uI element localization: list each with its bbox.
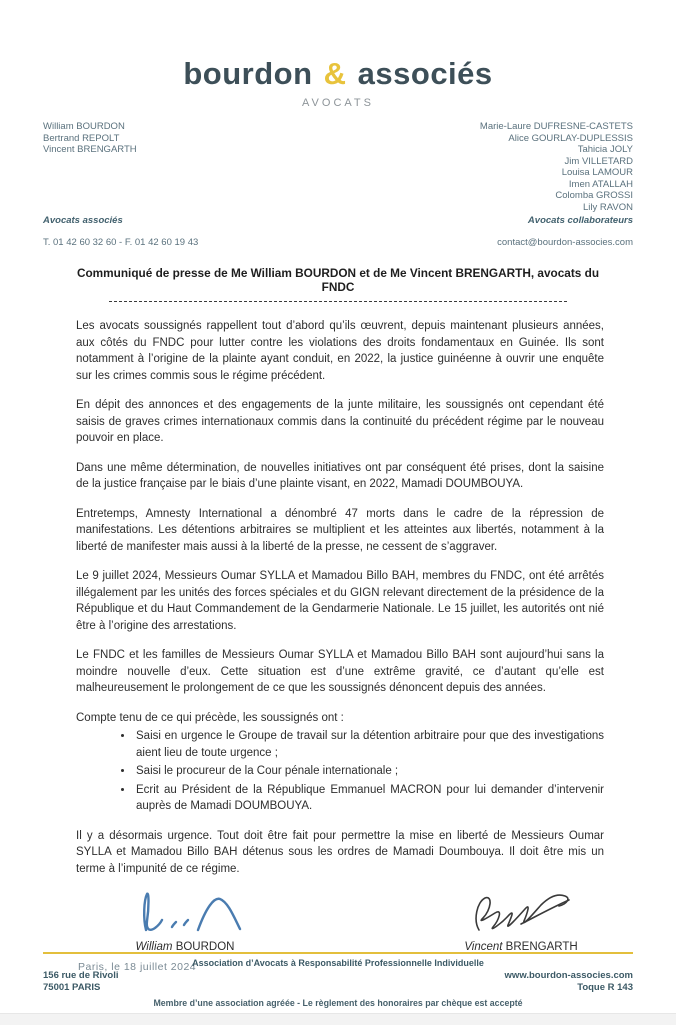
footer-bottom-line: Membre d’une association agréée - Le règlement des honoraires par chèque est accepté — [153, 998, 523, 1008]
logo-word1: bourdon — [183, 56, 313, 91]
signature-brengarth-icon — [461, 890, 581, 934]
collaborator-name: Imen ATALLAH — [568, 178, 633, 190]
collaborator-name: Tahicia JOLY — [577, 144, 633, 155]
dateline: Paris, le 18 juillet 2024 — [78, 961, 197, 973]
letterhead-columns — [0, 121, 676, 248]
list-intro: Compte tenu de ce qui précède, les soussignés ont : — [76, 711, 344, 724]
collaborator-name: Jim VILLETARD — [564, 155, 633, 167]
signature-bourdon-icon — [120, 890, 250, 934]
signature-bourdon — [120, 890, 250, 953]
paragraph: Le 9 juillet 2024, Messieurs Oumar SYLLA et Mamadou Billo BAH, membres du FNDC, ont été arrêtés illégalement par les unités des forces spéciales et du GIGN relevant directement de la présidence de la République et du Haut Commandement de la Gendarmerie Nationale. Le 15 juillet, les autorités ont nié être à l’origine des arrestations. — [76, 570, 604, 632]
collaborators-names — [480, 121, 633, 213]
address-line1: 156 rue de Rivoli — [43, 970, 119, 981]
signatory-name: William BOURDON — [135, 941, 235, 953]
paragraph: Le FNDC et les familles de Messieurs Oumar SYLLA et Mamadou Billo BAH sont aujourd’hui sans la moindre nouvelle d’eux. Cette situation est d’une extrême gravité, ce d’autant qu’elle est malheureusement le prolongement de ce que les soussignés dénoncent depuis des années. — [76, 649, 604, 694]
collaborators-column — [480, 121, 633, 248]
collaborator-name: Alice GOURLAY-DUPLESSIS — [508, 132, 633, 144]
signature-brengarth — [461, 890, 581, 953]
logo-ampersand: & — [323, 56, 347, 91]
footer-address — [43, 970, 119, 994]
title-dashed-rule — [109, 301, 567, 302]
actions-list — [76, 728, 604, 815]
partners-label: Avocats associés — [43, 215, 123, 226]
phone-fax: T. 01 42 60 32 60 - F. 01 42 60 19 43 — [43, 236, 199, 248]
scan-edge-strip — [0, 1013, 676, 1025]
partner-name: William BOURDON — [43, 121, 125, 132]
partners-names — [43, 121, 198, 213]
page-footer — [43, 952, 633, 1008]
collaborator-name: Louisa LAMOUR — [561, 167, 633, 178]
logo-word2: associés — [357, 56, 493, 91]
collaborator-name: Colomba GROSSI — [555, 190, 633, 201]
signatory-name: Vincent BRENGARTH — [464, 941, 578, 953]
paragraph: Les avocats soussignés rappellent tout d’abord qu’ils œuvrent, depuis maintenant plusieurs années, aux côtés du FNDC pour lutter contre les violations des droits fondamentaux en Guinée. Ils sont notamment à l’origine de la plainte ayant conduit, en 2022, la justice guinéenne à ouvrir une enquête sur les crimes commis sous le régime précédent. — [76, 320, 604, 382]
action-item: • Saisi en urgence le Groupe de travail sur la détention arbitraire pour que des investigations aient lieu de toute urgence ; — [134, 728, 604, 761]
collaborator-name: Lily RAVON — [583, 201, 633, 213]
action-item: • Ecrit au Président de la République Emmanuel MACRON pour lui demander d’intervenir auprès de Mamadi DOUMBOUYA. — [134, 782, 604, 815]
address-line2: 75001 PARIS — [43, 982, 101, 993]
association-line: Association d’Avocats à Responsabilité Professionnelle Individuelle — [192, 958, 484, 968]
document-title: Communiqué de presse de Me William BOURDON et de Me Vincent BRENGARTH, avocats du FNDC — [76, 266, 600, 294]
collaborators-label: Avocats collaborateurs — [527, 215, 633, 226]
footer-row — [43, 970, 633, 994]
logo-subtitle: AVOCATS — [302, 97, 374, 109]
partner-name: Bertrand REPOLT — [43, 132, 120, 144]
footer-web-toque — [505, 970, 633, 994]
document-body — [0, 318, 676, 877]
paragraph: Entretemps, Amnesty International a dénombré 47 morts dans le cadre de la répression de manifestations. Les détentions arbitraires se multiplient et les atteintes aux libertés, notamment à la liberté de manifester mais aussi à la liberté de la presse, ne cessent de s’aggraver. — [76, 507, 604, 553]
letterhead — [0, 0, 676, 109]
website: www.bourdon-associes.com — [504, 970, 633, 981]
paragraph: En dépit des annonces et des engagements de la junte militaire, les soussignés ont cependant été saisis de graves crimes internationaux commis dans la continuité du précédent régime par le nouveau pouvoir en place. — [76, 399, 604, 444]
footer-gold-rule — [43, 952, 633, 954]
action-item: • Saisi le procureur de la Cour pénale internationale ; — [134, 763, 604, 780]
paragraph: Dans une même détermination, de nouvelles initiatives ont par conséquent été prises, dont la saisine de la justice française par le biais d’une plainte visant, en 2022, Mamadi DOUMBOUYA. — [76, 461, 604, 490]
toque-number: Toque R 143 — [577, 982, 633, 993]
partner-name: Vincent BRENGARTH — [43, 144, 137, 155]
contact-email: contact@bourdon-associes.com — [497, 236, 633, 248]
collaborator-name: Marie-Laure DUFRESNE-CASTETS — [479, 121, 633, 132]
firm-logo — [0, 56, 676, 92]
partners-column — [43, 121, 198, 248]
signatures-row — [0, 890, 676, 953]
closing-paragraph: Il y a désormais urgence. Tout doit être fait pour permettre la mise en liberté de Messieurs Oumar SYLLA et Mamadou Billo BAH détenus sous les ordres de Mamadi Doumbouya. Il doit être mis un terme à l’impunité de ce régime. — [76, 829, 604, 875]
